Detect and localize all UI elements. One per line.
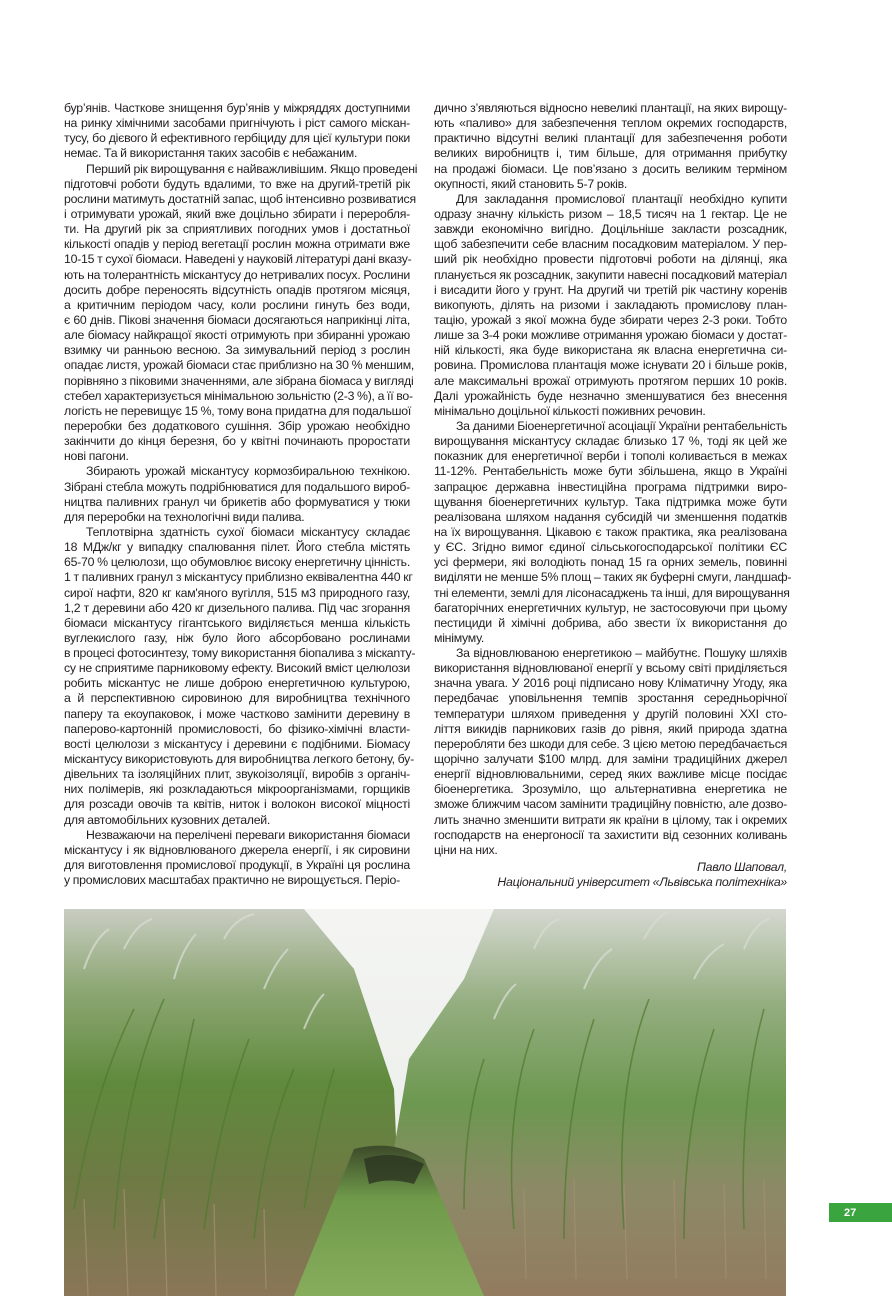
text-line: переробляти без шкоди для себе. З цією метою передбачається bbox=[434, 736, 787, 751]
text-line: ліття викидів парникових газів до рівня, який природа здатна bbox=[434, 721, 787, 736]
text-line: нові пагони. bbox=[64, 449, 129, 464]
text-line: зможе ближчим часом замінити традиційну повністю, але дозво- bbox=[434, 797, 787, 812]
text-line: на ринку хімічними засобами пригнічують і ріст самого міскан- bbox=[64, 116, 410, 131]
text-line: на продажі біомаси. Це пов’язано з досить великим терміном bbox=[434, 161, 787, 176]
text-line: планується як розсадник, закупити навесні посадковий матеріал bbox=[434, 267, 787, 282]
text-line: господарств на енергоносії та захистити від сезонних коливань bbox=[434, 827, 787, 842]
text-line: на їх вирощування. Цікавою є також практика, яка реалізована bbox=[434, 524, 787, 539]
page-number-badge bbox=[829, 1203, 892, 1222]
text-line: вирощування міскантусу складає близько 17 %, тоді як цей же bbox=[434, 434, 787, 449]
text-line: є 60 днів. Пікові значення біомаси досягаються наприкінці літа, bbox=[64, 312, 410, 327]
text-line: ший рік необхідно провести підготовчі роботи на ділянці, яка bbox=[434, 252, 787, 267]
text-line: великих виробництв і, тим більше, для отримання прибутку bbox=[434, 146, 787, 161]
text-line: 10-15 т сухої біомаси. Наведені у науковій літературі дані вказу- bbox=[64, 252, 412, 267]
text-line: ють «паливо» для забезпечення теплом окремих господарств, bbox=[434, 116, 787, 131]
text-line: 1 т паливних гранул з міскантусу приблизно еквівалентна 440 кг bbox=[64, 570, 413, 585]
author-affiliation: Національний університет «Львівська політехніка» bbox=[497, 875, 787, 890]
text-line: реалізована шляхом надання субсидій чи зменшення податків bbox=[434, 509, 787, 524]
text-line: бур’янів. Часткове знищення бур’янів у міжряддях доступними bbox=[64, 101, 410, 115]
text-line: них полімерів, які розкладаються мікроорганізмами, горщиків bbox=[64, 782, 410, 797]
text-line: переробки без додаткового сушіння. Збір урожаю необхідно bbox=[64, 418, 410, 433]
text-line: Для закладання промислової плантації необхідно купити bbox=[456, 191, 787, 206]
text-line: використання відновлюваної енергії у всьому світі приділяється bbox=[434, 661, 787, 676]
text-line: ють на толерантність міскантусу до нетривалих посух. Рослини bbox=[64, 267, 410, 282]
miscanthus-field-photo bbox=[64, 909, 786, 1296]
text-line: дично з’являються відносно невеликі плантації, на яких вирощу- bbox=[434, 101, 787, 115]
text-line: Перший рік вирощування є найважливішим. Якщо проведені bbox=[86, 161, 418, 176]
text-line: тні елементи, землі для лісонасаджень та інші, для вирощування bbox=[434, 585, 790, 600]
text-line: міскантусу і як відновлюваного джерела енергії, і як сировини bbox=[64, 842, 410, 857]
text-line: ти. На другий рік за сприятливих погодних умов і достатньої bbox=[64, 222, 410, 237]
author-name: Павло Шаповал, bbox=[697, 860, 787, 875]
text-line: 11-12%. Рентабельність може бути збільшена, якщо в Україні bbox=[434, 464, 787, 479]
text-line: рослини матимуть достатній запас, щоб інтенсивно розвиватися bbox=[64, 191, 416, 206]
text-line: для розсади овочів та квітів, ниток і волокон високої міцності bbox=[64, 797, 410, 812]
text-line: дівельних та ізоляційних плит, звукоізоляції, виробів з органіч- bbox=[64, 767, 410, 782]
miscanthus-field-illustration bbox=[64, 909, 786, 1296]
text-line: кількості опадів у період вегетації рослин можна отримати вже bbox=[64, 237, 410, 252]
right-text-column bbox=[434, 101, 792, 890]
text-line: паперово-картонній промисловості, бо фізико-хімічні власти- bbox=[64, 721, 410, 736]
text-line: викопують, ділять на ризоми і закладають промислову план- bbox=[434, 297, 787, 312]
text-line: щоб забезпечити себе власним посадковим матеріалом. У пер- bbox=[434, 237, 787, 252]
text-line: температури шляхом приведення у другій половині XXI сто- bbox=[434, 706, 787, 721]
text-line: а й перспективною сировиною для виробництва технічного bbox=[64, 691, 410, 706]
text-line: Далі урожайність буде незначно зменшуватися без внесення bbox=[434, 388, 787, 403]
text-line: а критичним періодом часу, коли рослини гинуть без води, bbox=[64, 297, 410, 312]
text-line: 65-70 % целюлози, що обумовлює високу енергетичну цінність. bbox=[64, 555, 410, 570]
text-line: вості целюлози з міскантусу і деревини є подібними. Біомасу bbox=[64, 736, 410, 751]
text-line: ровина. Промислова плантація може існувати 20 і більше років, bbox=[434, 358, 787, 373]
text-line: тацію, урожай з якої можна буде збирати через 2-3 роки. Тобто bbox=[434, 312, 787, 327]
text-line: робить міскантус не лише доброю енергетичною культурою, bbox=[64, 676, 410, 691]
text-line: паперу та екоупаковок, і може частково замінити деревину в bbox=[64, 706, 410, 721]
text-line: біомаси міскантусу гігантського виділяється менша кількість bbox=[64, 615, 410, 630]
text-line: ній кількості, яка буде використана як власна енергетична си- bbox=[434, 343, 787, 358]
text-line: взимку чи ранньою весною. За зимувальний період з рослин bbox=[64, 343, 410, 358]
text-line: у промислових масштабах практично не вирощується. Періо- bbox=[64, 873, 400, 888]
text-line: 18 МДж/кг у випадку спалювання пілет. Його стебла містять bbox=[64, 540, 410, 555]
text-line: Зібрані стебла можуть подрібнюватися для подальшого вироб- bbox=[64, 479, 410, 494]
text-line: лить значно зменшити витрати як країни в цілому, так і окремих bbox=[434, 812, 787, 827]
page-number: 27 bbox=[844, 1206, 857, 1219]
text-line: для виготовлення промислової продукції, в Україні ця рослина bbox=[64, 858, 410, 873]
text-line: енергії відновлювальними, серед яких важливе місце посідає bbox=[434, 767, 787, 782]
text-line: лише за 3-4 роки можливе отримання урожаю біомаси у достат- bbox=[434, 328, 787, 343]
text-line: логість не перевищує 15 %, тому вона придатна для подальшої bbox=[64, 403, 412, 418]
text-line: ціни на них. bbox=[434, 842, 498, 857]
text-line: але максимальні врожаї отримують протягом перших 10 років. bbox=[434, 373, 787, 388]
text-line: одразу значну кількість ризом – 18,5 тисяч на 1 гектар. Це не bbox=[434, 206, 787, 221]
text-line: виділяти не менше 5% площ – таких як буферні смуги, ландшаф- bbox=[434, 570, 792, 585]
text-line: і отримувати урожай, який вже доцільно збирати і переробля- bbox=[64, 206, 410, 221]
text-line: закінчити до кінця березня, бо у квітні починають проростати bbox=[64, 434, 410, 449]
text-line: досить добре переносять відсутність опадів протягом місяця, bbox=[64, 282, 410, 297]
text-line: тусу, бо дієвого й ефективного гербіциду для цієї культури поки bbox=[64, 131, 410, 146]
text-line: За відновлюваною енергетикою – майбутнє. Пошуку шляхів bbox=[456, 646, 787, 661]
text-line: Незважаючи на перелічені переваги використання біомаси bbox=[86, 827, 410, 842]
text-line: передбачає уповільнення темпів зростання середньорічної bbox=[434, 691, 787, 706]
text-line: практично відсутні великі плантації для забезпечення роботи bbox=[434, 131, 787, 146]
text-line: щування біоенергетичних культур. Така підтримка може бути bbox=[434, 494, 787, 509]
text-line: показник для енергетичної верби і тополі коливається в межах bbox=[434, 449, 787, 464]
text-line: в процесі фотосинтезу, тому використання біопалива з міскanту- bbox=[64, 646, 416, 661]
text-line: біоенергетика. Зрозуміло, що альтернативна енергетика не bbox=[434, 782, 787, 797]
text-line: багаторічних енергетичних культур, не застосовуючи при цьому bbox=[434, 600, 787, 615]
text-line: значна увага. У 2016 році підписано нову Кліматичну Угоду, яка bbox=[434, 676, 787, 691]
left-text-column bbox=[64, 101, 418, 888]
text-line: пестициди й хімічні добрива, або звести їх використання до bbox=[434, 615, 787, 630]
text-line: Теплотвірна здатність сухої біомаси міскантусу складає bbox=[86, 524, 410, 539]
text-line: окупності, який становить 5-7 років. bbox=[434, 176, 628, 191]
text-line: завжди економічно вигідно. Доцільніше закласти розсадник, bbox=[434, 222, 787, 237]
text-line: су не сприятиме парниковому ефекту. Високий вміст целюлози bbox=[64, 661, 410, 676]
text-line: опадає листя, урожай біомаси стає приблизно на 30 % меншим, bbox=[64, 358, 415, 373]
text-line: але біомасу найкращої якості отримують при збиранні урожаю bbox=[64, 328, 410, 343]
text-line: міскантусу використовують для виробництва легкого бетону, бу- bbox=[64, 752, 414, 767]
text-line: порівняно з піковими значеннями, але зібрана біомаса у вигляді bbox=[64, 373, 414, 388]
text-line: вуглекислого газу, ніж було його абсорбовано рослинами bbox=[64, 630, 410, 645]
text-line: За даними Біоенергетичної асоціації України рентабельність bbox=[456, 418, 787, 433]
text-line: мінімально доцільної кількості поживних речовин. bbox=[434, 403, 706, 418]
text-line: щорічно залучати $100 млрд. для заміни традиційних джерел bbox=[434, 752, 787, 767]
text-line: мінімуму. bbox=[434, 630, 484, 645]
text-line: у ЄС. Згідно вимог єдиної сільськогосподарської політики ЄС bbox=[434, 540, 787, 555]
text-line: для переробки на технологічні види палива. bbox=[64, 509, 305, 524]
text-line: підготовчі роботи будуть вдалими, то вже на другий-третій рік bbox=[64, 176, 410, 191]
text-line: запрацює державна інвестиційна програма підтримки виро- bbox=[434, 479, 787, 494]
text-line: Збирають урожай міскантусу кормозбиральною технікою. bbox=[86, 464, 410, 479]
text-line: 1,2 т деревини або 420 кг дизельного палива. Під час згорання bbox=[64, 600, 410, 615]
text-line: немає. Та й використання таких засобів є небажаним. bbox=[64, 146, 358, 161]
text-line: і висадити його у грунт. На другий чи третій рік частину коренів bbox=[434, 282, 787, 297]
text-line: для автомобільних кузовних деталей. bbox=[64, 812, 271, 827]
text-line: усі фермери, які володіють понад 15 га орних земель, повинні bbox=[434, 555, 787, 570]
text-line: ництва паливних гранул чи брикетів або формуватися у тюки bbox=[64, 494, 410, 509]
text-line: стебел характеризується мінімальною зольністю (2-3 %), а її во- bbox=[64, 388, 413, 403]
text-line: сирої нафти, 820 кг кам'яного вугілля, 515 м3 природного газу, bbox=[64, 585, 410, 600]
